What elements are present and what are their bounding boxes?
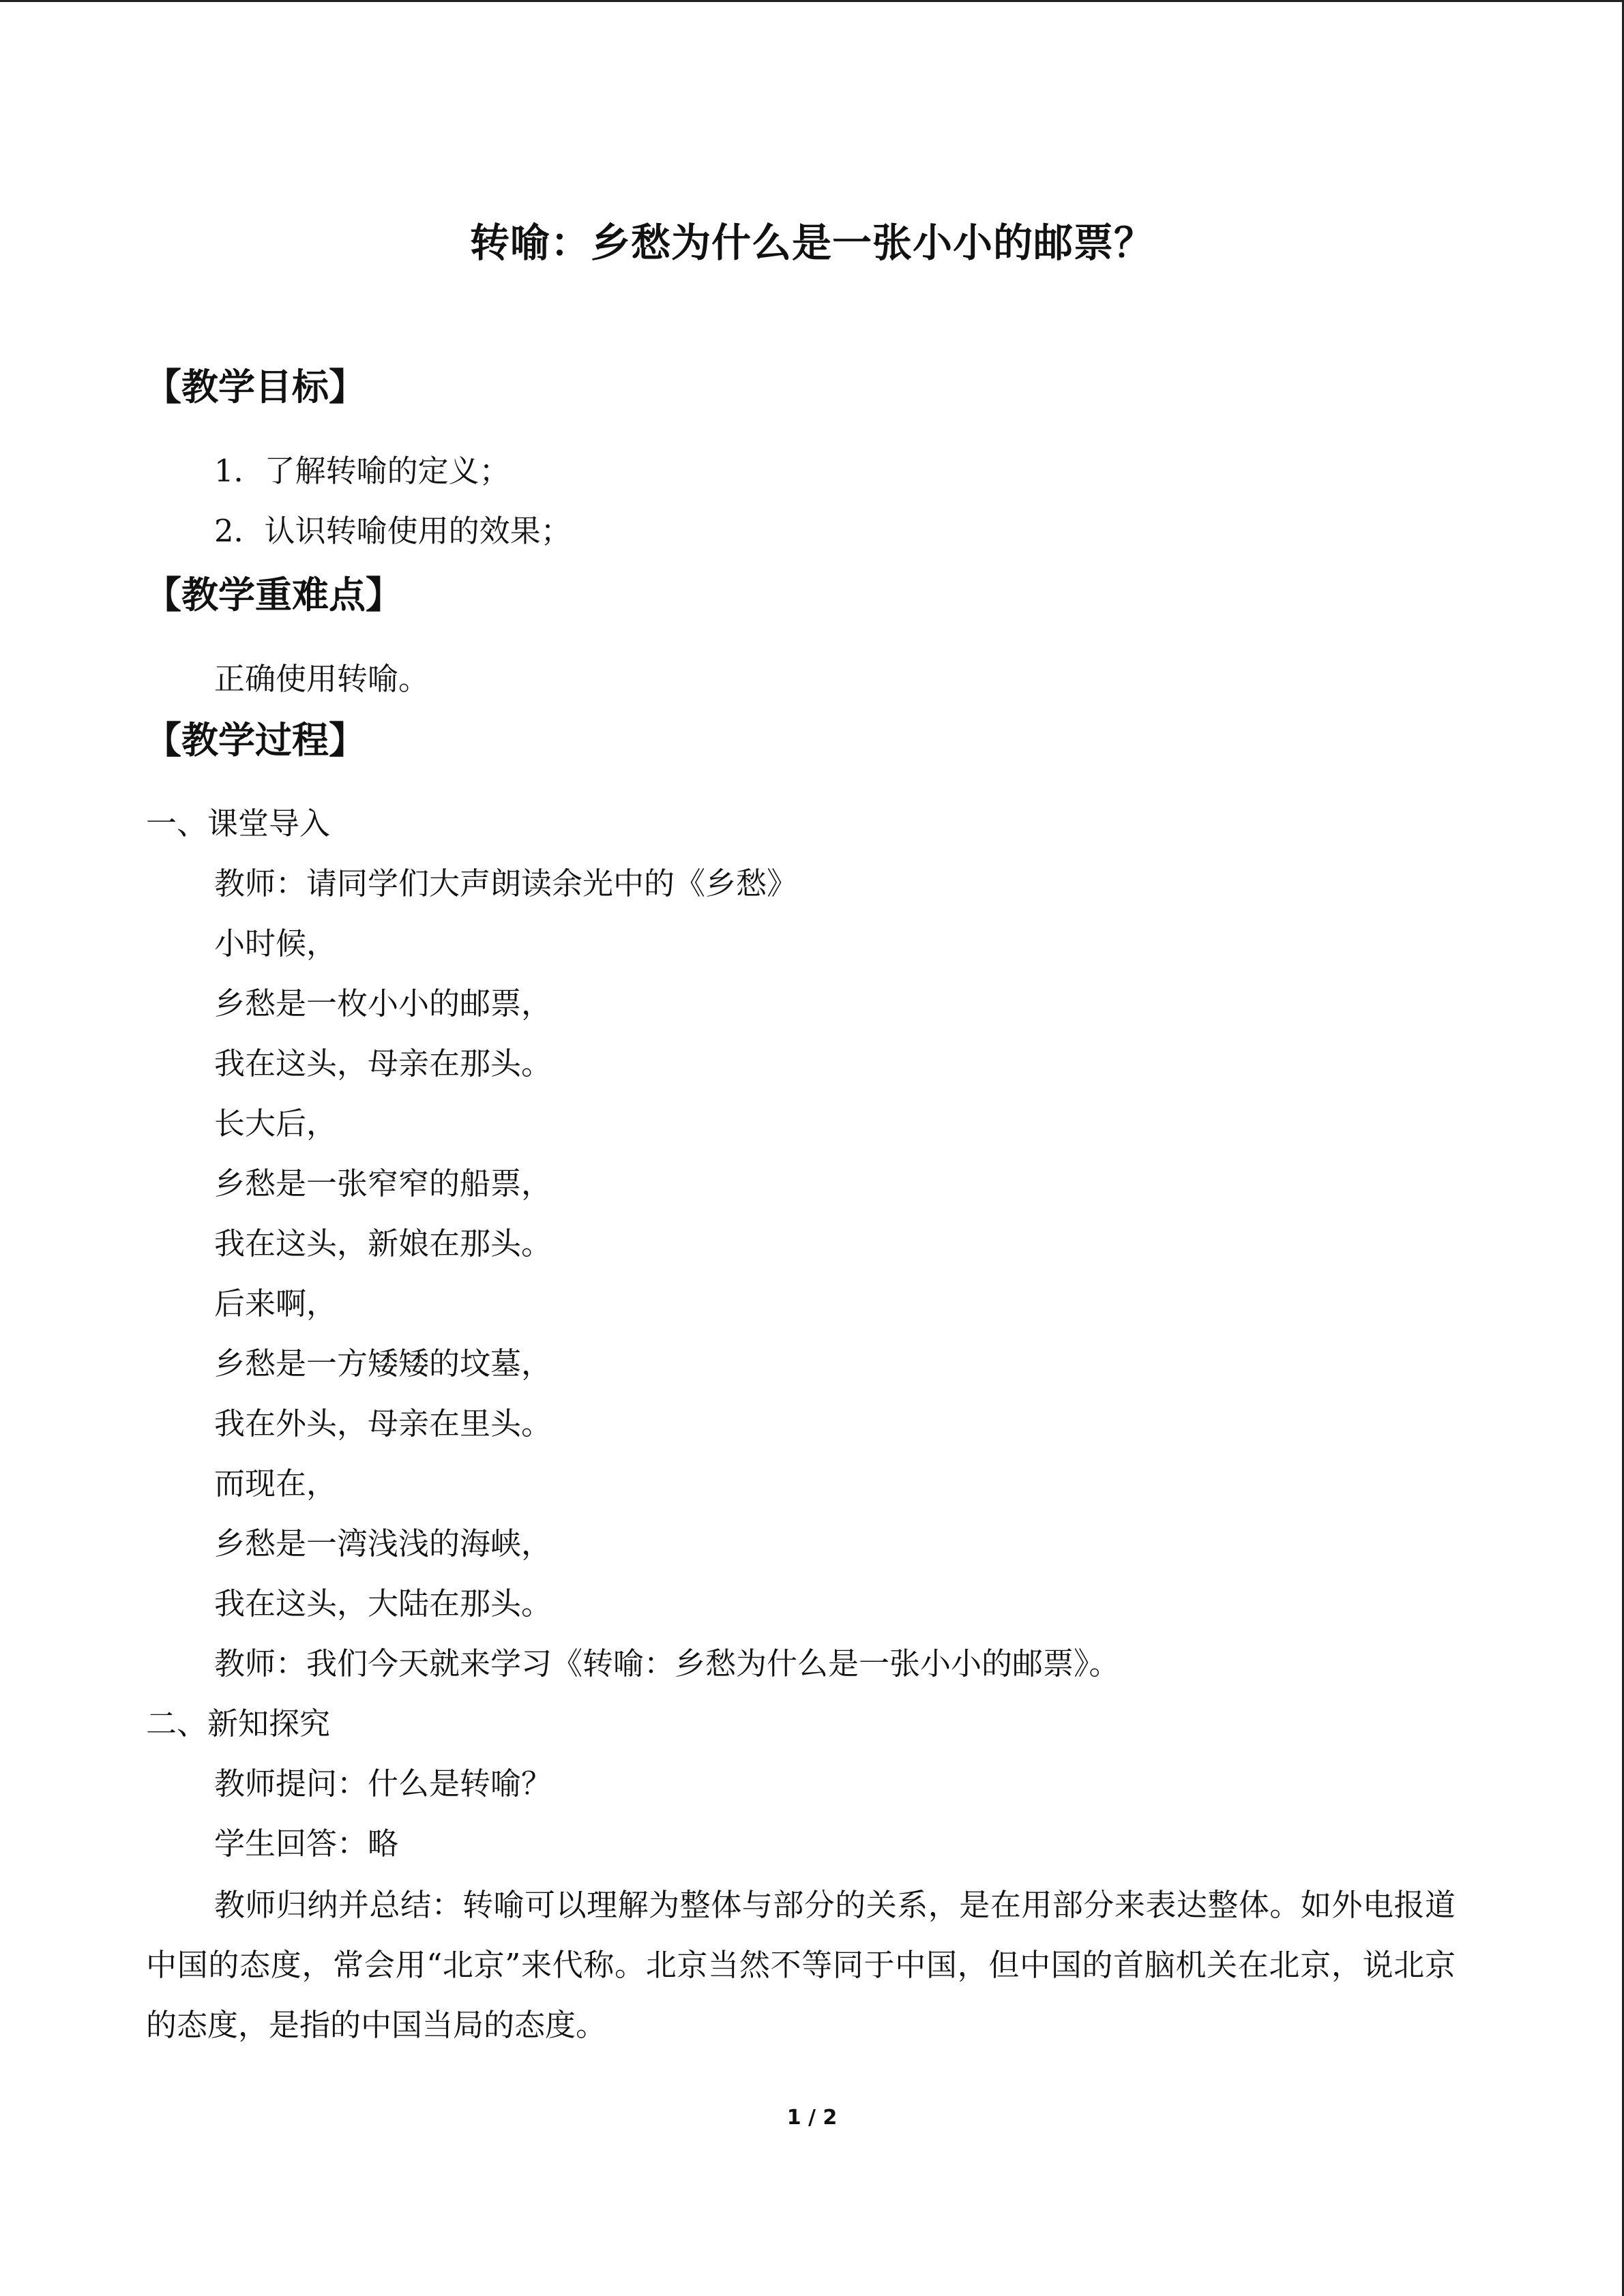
heading-teaching-process: 【教学过程】 bbox=[145, 719, 366, 762]
summary-paragraph: 教师归纳并总结：转喻可以理解为整体与部分的关系，是在用部分来表达整体。如外电报道中国的态度，常会用“北京”来代称。北京当然不等同于中国，但中国的首脑机关在北京，说北京的态度，是指的中国当局的态度。 bbox=[146, 1887, 1456, 2043]
heading-teaching-goals: 【教学目标】 bbox=[145, 366, 366, 408]
page-number: 1 / 2 bbox=[786, 2106, 838, 2130]
document-title: 转喻：乡愁为什么是一张小小的邮票？ bbox=[469, 220, 1154, 266]
goal-item-2: 2．认识转喻使用的效果； bbox=[214, 513, 572, 549]
poem-line: 而现在， bbox=[214, 1465, 338, 1502]
poem-line: 乡愁是一湾浅浅的海峡， bbox=[214, 1525, 552, 1562]
teacher-question: 教师提问：什么是转喻？ bbox=[214, 1765, 552, 1802]
section-title-intro: 一、课堂导入 bbox=[146, 805, 331, 841]
poem-line: 乡愁是一枚小小的邮票， bbox=[214, 985, 552, 1022]
poem-line: 我在外头，母亲在里头。 bbox=[214, 1405, 552, 1442]
poem-line: 后来啊， bbox=[214, 1285, 338, 1322]
intro-closing-line: 教师：我们今天就来学习《转喻：乡愁为什么是一张小小的邮票》。 bbox=[214, 1645, 1120, 1682]
key-points-text: 正确使用转喻。 bbox=[214, 661, 430, 697]
poem-line: 小时候， bbox=[214, 925, 338, 961]
intro-line: 教师：请同学们大声朗读余光中的《乡愁》 bbox=[214, 865, 798, 901]
poem-line: 我在这头，母亲在那头。 bbox=[214, 1045, 552, 1082]
poem-line: 长大后， bbox=[214, 1105, 338, 1142]
section-title-exploration: 二、新知探究 bbox=[146, 1705, 331, 1742]
poem-line: 乡愁是一张窄窄的船票， bbox=[214, 1165, 552, 1202]
poem-line: 我在这头，新娘在那头。 bbox=[214, 1225, 552, 1262]
goal-item-1: 1．了解转喻的定义； bbox=[214, 453, 510, 489]
heading-key-points: 【教学重难点】 bbox=[145, 573, 402, 616]
student-answer: 学生回答：略 bbox=[214, 1825, 399, 1862]
poem-line: 乡愁是一方矮矮的坟墓， bbox=[214, 1345, 552, 1382]
poem-line: 我在这头，大陆在那头。 bbox=[214, 1585, 552, 1622]
